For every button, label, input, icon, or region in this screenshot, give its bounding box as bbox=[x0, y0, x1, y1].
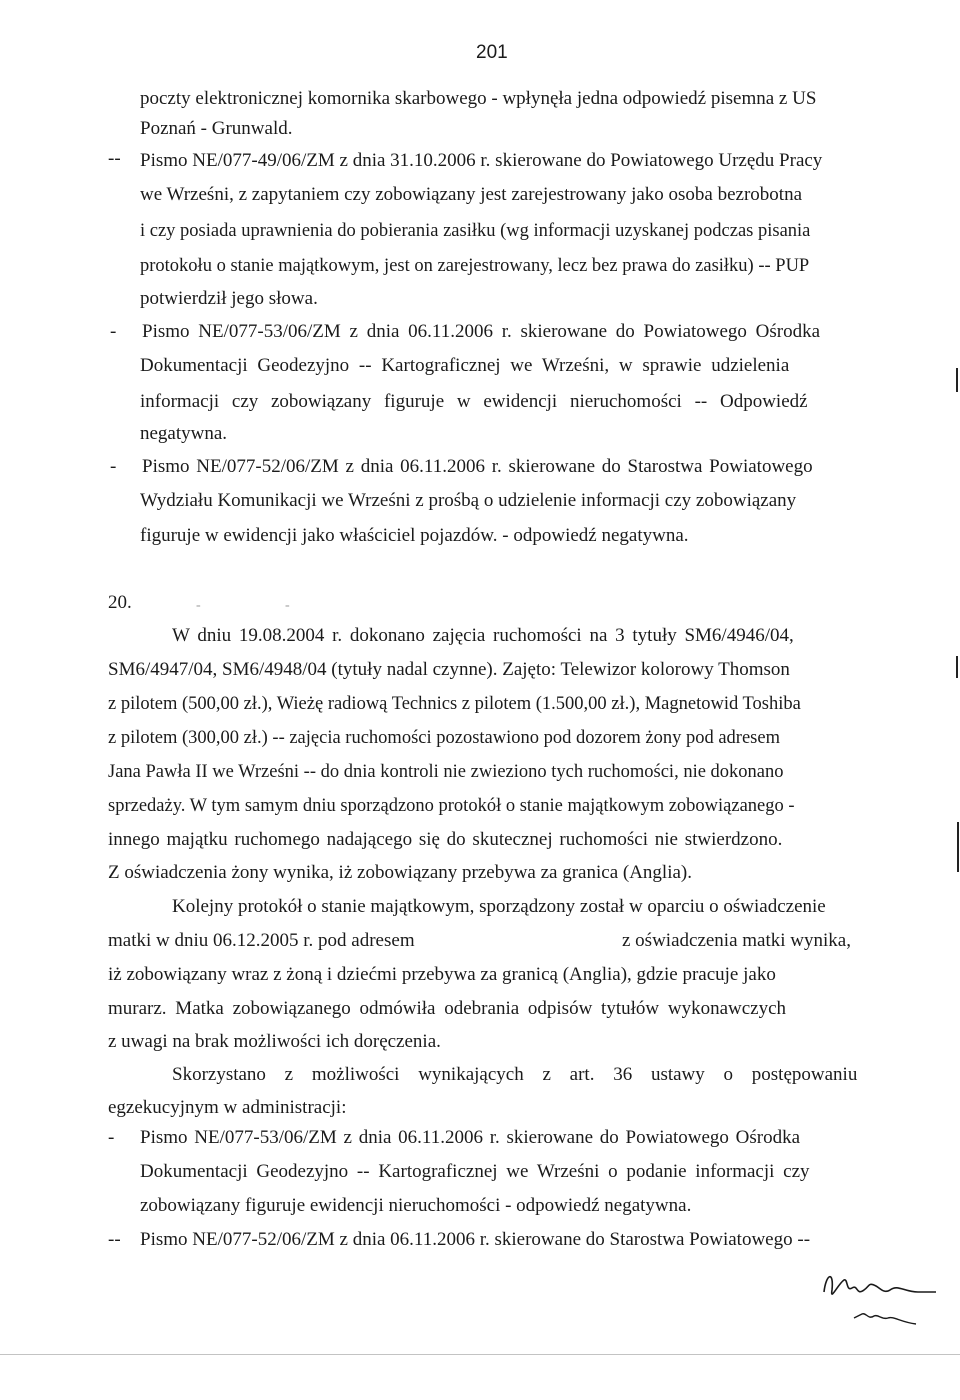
text-line: Pismo NE/077-52/06/ZM z dnia 06.11.2006 r. skierowane do Starostwa Powiatowego bbox=[142, 456, 813, 477]
text-line: innego majątku ruchomego nadającego się do skutecznej ruchomości nie stwierdzono. bbox=[108, 829, 783, 850]
text-line: zobowiązany figuruje ewidencji nieruchomości - odpowiedź negatywna. bbox=[140, 1195, 692, 1216]
text-line: Pismo NE/077-52/06/ZM z dnia 06.11.2006 r. skierowane do Starostwa Powiatowego -- bbox=[140, 1229, 811, 1250]
text-line: Z oświadczenia żony wynika, iż zobowiązany przebywa za granica (Anglia). bbox=[108, 862, 692, 883]
list-dash: -- bbox=[108, 1229, 121, 1250]
text-line: Dokumentacji Geodezyjno -- Kartograficznej we Wrześni, w sprawie udzielenia bbox=[140, 355, 790, 376]
text-line: Pismo NE/077-53/06/ZM z dnia 06.11.2006 r. skierowane do Powiatowego Ośrodka bbox=[142, 321, 821, 342]
text-line: iż zobowiązany wraz z żoną i dziećmi przebywa za granicą (Anglia), gdzie pracuje jako bbox=[108, 964, 776, 985]
page-edge-mark bbox=[956, 656, 958, 678]
text-line: sprzedaży. W tym samym dniu sporządzono protokół o stanie majątkowym zobowiązanego - bbox=[108, 796, 795, 816]
list-dash: - bbox=[108, 1127, 115, 1148]
text-line: negatywna. bbox=[140, 423, 228, 444]
section-number: 20. bbox=[108, 592, 132, 613]
text-line: we Wrześni, z zapytaniem czy zobowiązany jest zarejestrowany jako osoba bezrobotna bbox=[140, 184, 803, 205]
text-line: figuruje w ewidencji jako właściciel pojazdów. - odpowiedź negatywna. bbox=[140, 525, 689, 546]
page-edge-mark bbox=[957, 822, 959, 872]
bottom-rule bbox=[0, 1354, 960, 1355]
text-line: z oświadczenia matki wynika, bbox=[622, 930, 851, 951]
text-line: Jana Pawła II we Wrześni -- do dnia kontroli nie zwieziono tych ruchomości, nie dokonano bbox=[108, 762, 784, 782]
text-line: potwierdził jego słowa. bbox=[140, 288, 318, 309]
page-edge-mark bbox=[956, 368, 958, 392]
list-dash: - bbox=[110, 456, 117, 477]
text-line: Dokumentacji Geodezyjno -- Kartograficznej we Wrześni o podanie informacji czy bbox=[140, 1161, 810, 1182]
text-line: SM6/4947/04, SM6/4948/04 (tytuły nadal czynne). Zajęto: Telewizor kolorowy Thomson bbox=[108, 659, 790, 680]
text-line: murarz. Matka zobowiązanego odmówiła odebrania odpisów tytułów wykonawczych bbox=[108, 998, 787, 1019]
text-line: z uwagi na brak możliwości ich doręczenia. bbox=[108, 1031, 441, 1052]
text-line: z pilotem (500,00 zł.), Wieżę radiową Technics z pilotem (1.500,00 zł.), Magnetowid Toshiba bbox=[108, 694, 801, 714]
page-number: 201 bbox=[476, 42, 508, 63]
text-line: protokołu o stanie majątkowym, jest on zarejestrowany, lecz bez prawa do zasiłku) -- PUP bbox=[140, 256, 810, 276]
text-line: egzekucyjnym w administracji: bbox=[108, 1097, 347, 1118]
list-dash: -- bbox=[108, 148, 121, 169]
text-line: poczty elektronicznej komornika skarbowego - wpłynęła jedna odpowiedź pisemna z US bbox=[140, 88, 817, 109]
text-line: Wydziału Komunikacji we Wrześni z prośbą o udzielenie informacji czy zobowiązany bbox=[140, 490, 797, 511]
list-dash: - bbox=[110, 321, 117, 342]
text-line: Pismo NE/077-49/06/ZM z dnia 31.10.2006 r. skierowane do Powiatowego Urzędu Pracy bbox=[140, 150, 823, 171]
text-line: i czy posiada uprawnienia do pobierania zasiłku (wg informacji uzyskanej podczas pisania bbox=[140, 221, 811, 241]
scan-artifact: - bbox=[285, 598, 290, 613]
text-line: W dniu 19.08.2004 r. dokonano zajęcia ruchomości na 3 tytuły SM6/4946/04, bbox=[172, 625, 794, 646]
text-line: Poznań - Grunwald. bbox=[140, 118, 293, 139]
text-line: informacji czy zobowiązany figuruje w ewidencji nieruchomości -- Odpowiedź bbox=[140, 391, 808, 412]
text-line: matki w dniu 06.12.2005 r. pod adresem bbox=[108, 930, 415, 951]
scan-artifact: - bbox=[196, 598, 201, 613]
text-line: Pismo NE/077-53/06/ZM z dnia 06.11.2006 r. skierowane do Powiatowego Ośrodka bbox=[140, 1127, 801, 1148]
text-line: Kolejny protokół o stanie majątkowym, sporządzony został w oparciu o oświadczenie bbox=[172, 896, 826, 917]
text-line: Skorzystano z możliwości wynikających z art. 36 ustawy o postępowaniu bbox=[172, 1064, 858, 1085]
text-line: z pilotem (300,00 zł.) -- zajęcia ruchomości pozostawiono pod dozorem żony pod adresem bbox=[108, 728, 780, 748]
signature-image bbox=[818, 1262, 938, 1334]
